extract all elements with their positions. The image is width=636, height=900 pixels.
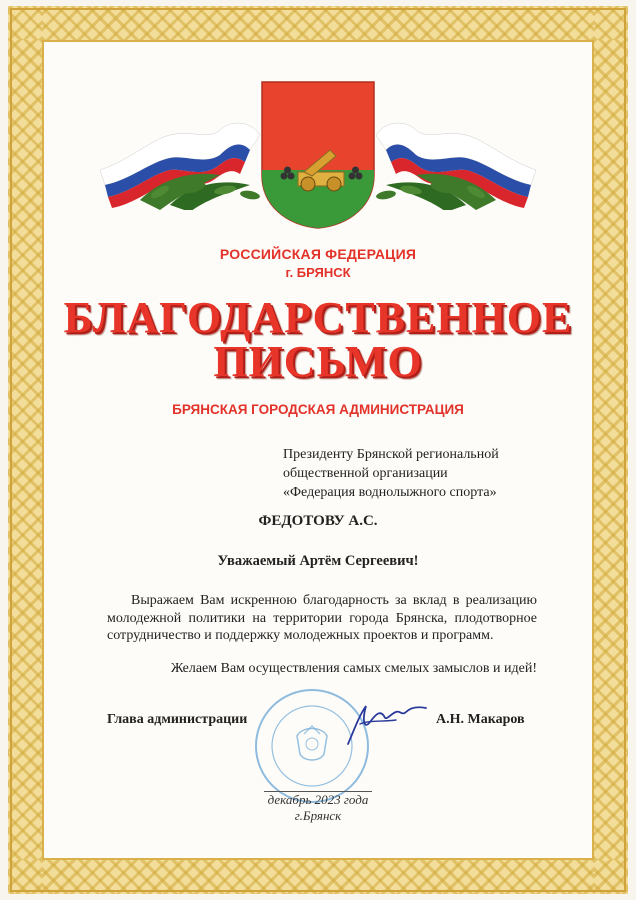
city-emblem-group: [100, 80, 536, 240]
addressee-line: Президенту Брянской региональной: [283, 447, 499, 462]
closing-wish: Желаем Вам осуществления самых смелых замыслов и идей!: [170, 661, 537, 676]
recipient-name: ФЕДОТОВУ А.С.: [258, 513, 378, 529]
country-heading: РОССИЙСКАЯ ФЕДЕРАЦИЯ: [219, 246, 417, 262]
greeting: Уважаемый Артём Сергеевич!: [217, 553, 419, 569]
issue-place: г.Брянск: [294, 808, 342, 823]
addressee-line: общественной организации: [283, 466, 448, 481]
addressee-line: «Федерация воднолыжного спорта»: [283, 485, 497, 500]
handwritten-signature-icon: [340, 700, 430, 750]
letter-body: [107, 592, 537, 645]
body-paragraph: Выражаем Вам искренною благодарность за вклад в реализацию молодежной политики на территории города Брянска, плодотворное сотрудничество и поддержку молодежных проектов и программ.: [107, 593, 537, 643]
signatory-name: А.Н. Макаров: [436, 712, 525, 727]
document-title-line2: ПИСЬМО: [213, 337, 423, 386]
city-heading: г. БРЯНСК: [285, 265, 351, 280]
tricolor-ribbon-right-icon: [366, 100, 536, 210]
bryansk-coat-of-arms-icon: [260, 80, 376, 230]
addressee-block: [283, 445, 553, 502]
issuing-organization: БРЯНСКАЯ ГОРОДСКАЯ АДМИНИСТРАЦИЯ: [172, 402, 464, 417]
issue-date-text: декабрь 2023 года: [264, 791, 373, 807]
tricolor-ribbon-left-icon: [100, 100, 270, 210]
issue-date: [0, 792, 636, 808]
signatory-position: Глава администрации: [107, 712, 248, 727]
document-title-line1: БЛАГОДАРСТВЕННОЕ: [63, 293, 573, 342]
